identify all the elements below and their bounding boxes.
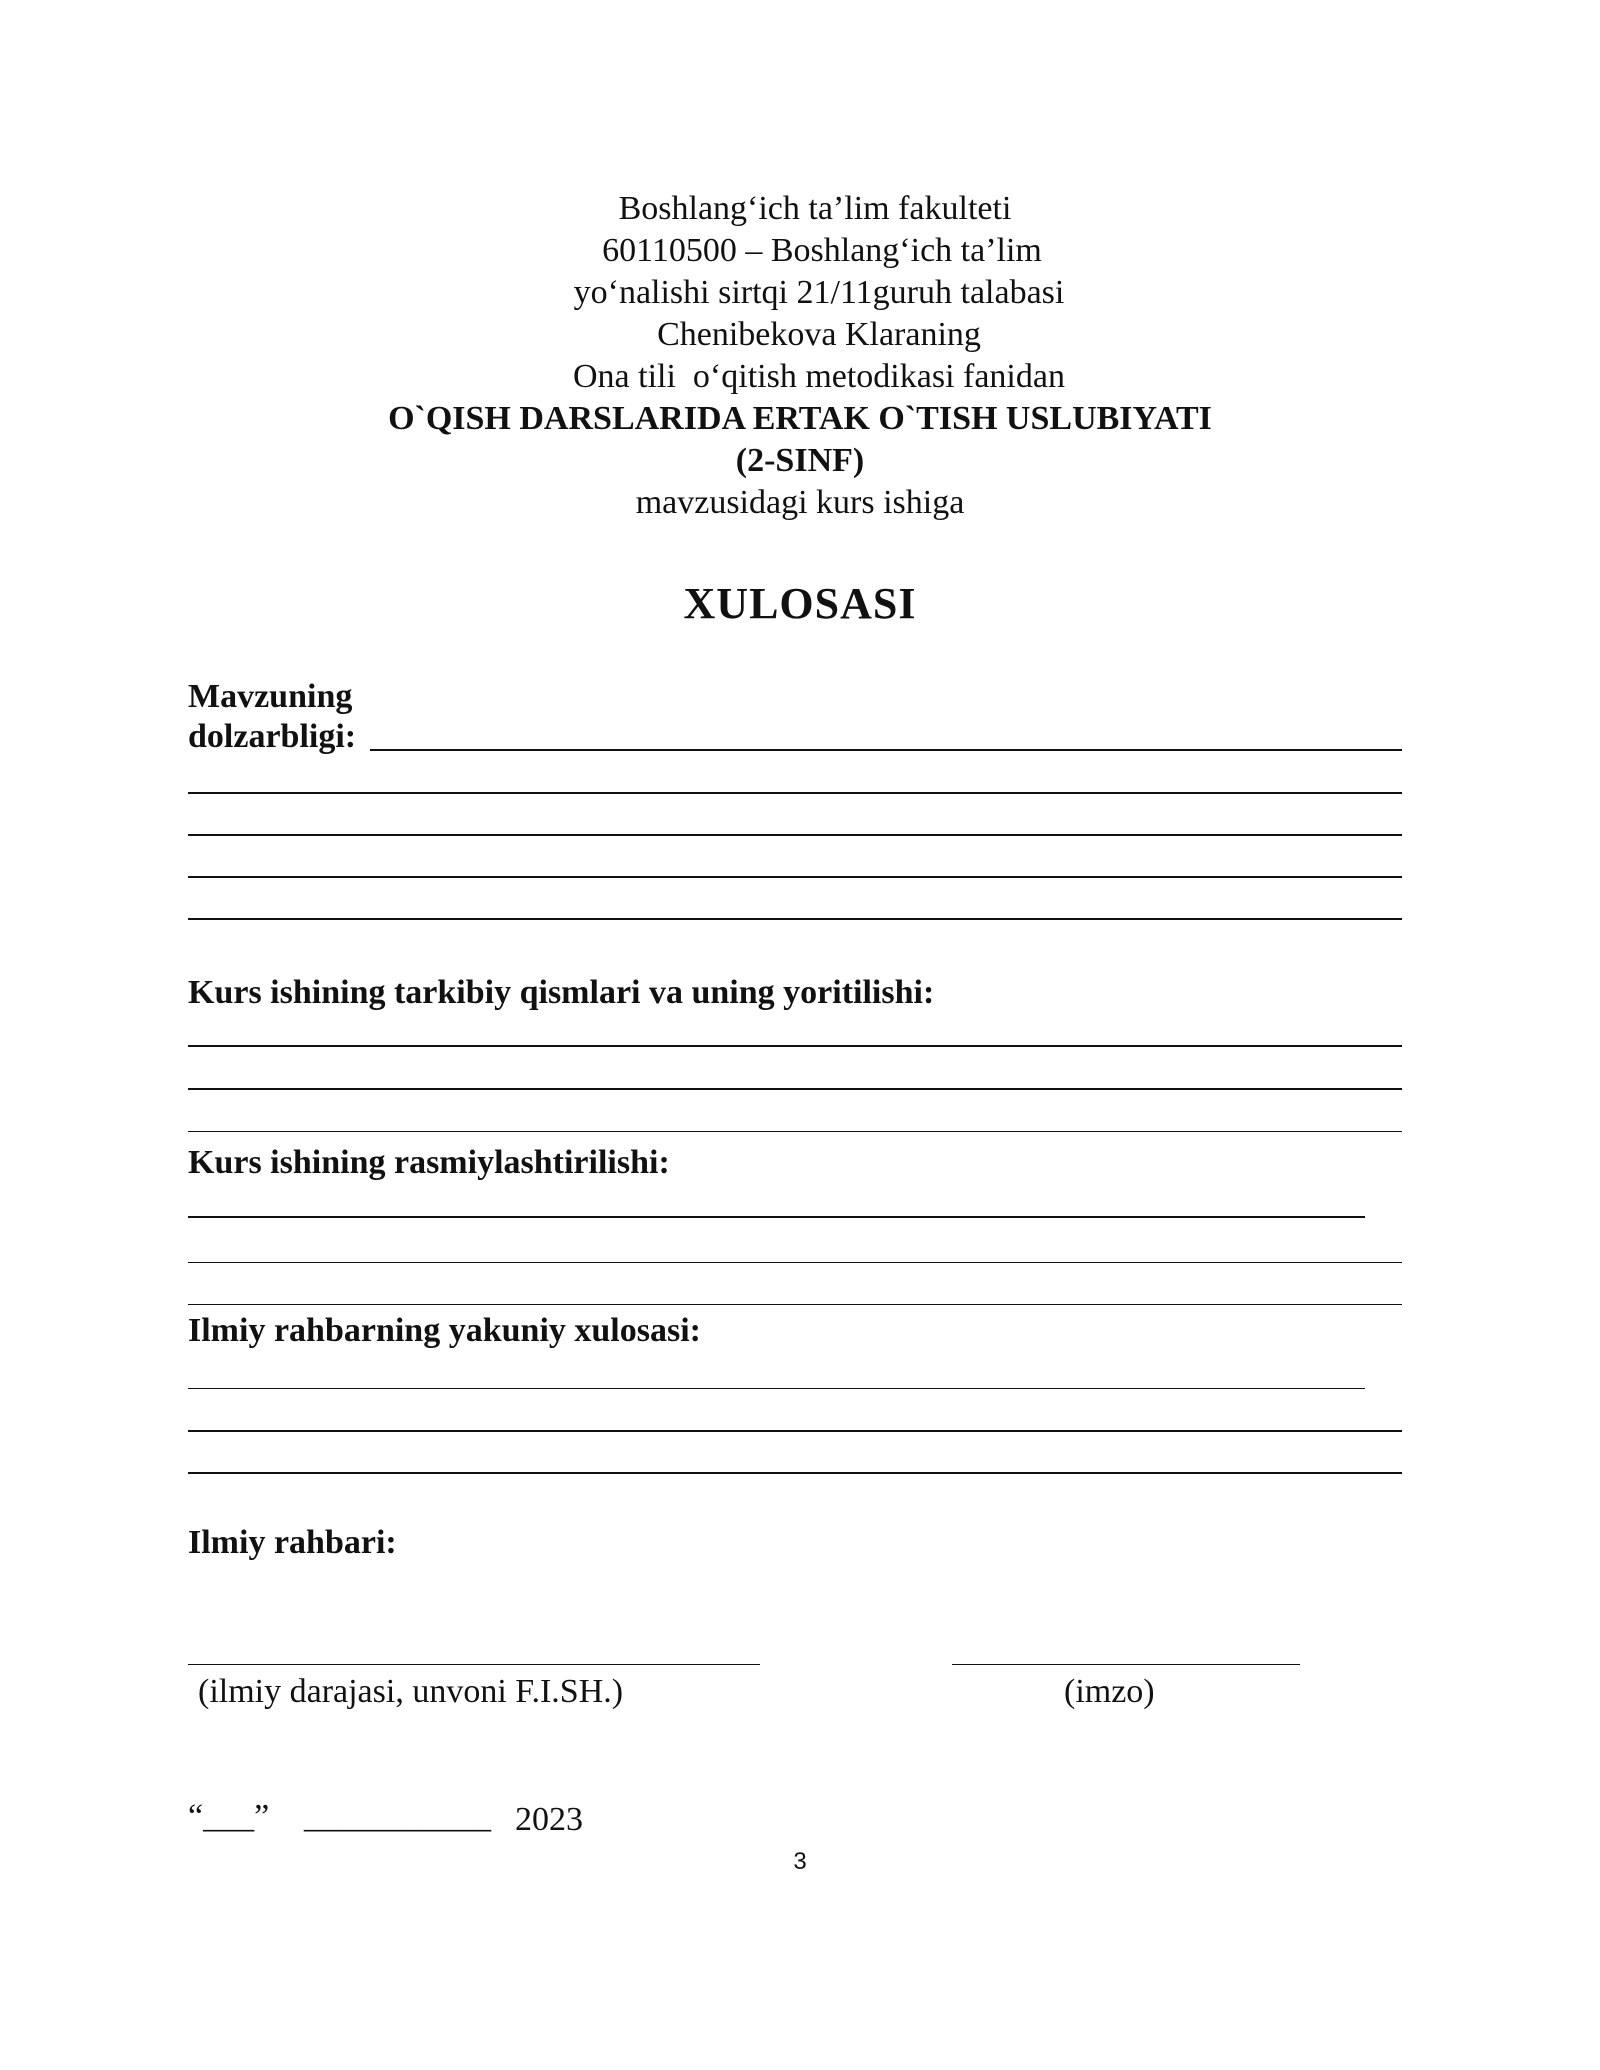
topic-title: O`QISH DARSLARIDA ERTAK O`TISH USLUBIYATI bbox=[388, 400, 1212, 437]
grade-line: (2-SINF) bbox=[735, 442, 865, 479]
faculty-line: Boshlang‘ich ta’lim fakulteti bbox=[618, 190, 1012, 227]
relevance-field-line-4[interactable] bbox=[188, 876, 1402, 878]
relevance-label-line1: Mavzuning bbox=[188, 678, 353, 715]
components-field-line-3[interactable] bbox=[188, 1131, 1402, 1132]
relevance-field-line-1[interactable] bbox=[370, 749, 1402, 751]
supervisor-label: Ilmiy rahbari: bbox=[188, 1524, 397, 1561]
formatting-label: Kurs ishining rasmiylashtirilishi: bbox=[188, 1144, 670, 1181]
final-conclusion-field-line-2[interactable] bbox=[188, 1430, 1402, 1432]
relevance-field-line-5[interactable] bbox=[188, 918, 1402, 920]
components-field-line-1[interactable] bbox=[188, 1045, 1402, 1047]
page-number: 3 bbox=[793, 1848, 807, 1875]
course-work-line: mavzusidagi kurs ishiga bbox=[635, 484, 965, 521]
relevance-field-line-3[interactable] bbox=[188, 834, 1402, 836]
subject-line: Ona tili o‘qitish metodikasi fanidan bbox=[573, 358, 1065, 395]
final-conclusion-field-line-3[interactable] bbox=[188, 1472, 1402, 1474]
final-conclusion-field-line-1[interactable] bbox=[188, 1388, 1365, 1389]
document-title: XULOSASI bbox=[683, 579, 917, 628]
components-label: Kurs ishining tarkibiy qismlari va uning yoritilishi: bbox=[188, 974, 935, 1011]
group-line: yo‘nalishi sirtqi 21/11guruh talabasi bbox=[573, 274, 1065, 311]
final-conclusion-label: Ilmiy rahbarning yakuniy xulosasi: bbox=[188, 1312, 701, 1349]
relevance-label-line2: dolzarbligi: bbox=[188, 718, 357, 755]
document-header bbox=[0, 188, 1600, 524]
date-day-blank[interactable]: “___” bbox=[188, 1798, 270, 1835]
student-line: Chenibekova Klaraning bbox=[657, 316, 981, 353]
specialty-line: 60110500 – Boshlang‘ich ta’lim bbox=[602, 232, 1042, 269]
formatting-field-line-2[interactable] bbox=[188, 1262, 1402, 1263]
signature-caption: (imzo) bbox=[1064, 1673, 1155, 1710]
date-month-blank[interactable]: ___________ bbox=[304, 1798, 491, 1835]
supervisor-signature-field[interactable] bbox=[952, 1664, 1300, 1665]
supervisor-name-field[interactable] bbox=[188, 1664, 760, 1665]
relevance-field-line-2[interactable] bbox=[188, 792, 1402, 794]
formatting-field-line-1[interactable] bbox=[188, 1216, 1365, 1218]
date-year: 2023 bbox=[515, 1801, 583, 1838]
formatting-field-line-3[interactable] bbox=[188, 1304, 1402, 1305]
components-field-line-2[interactable] bbox=[188, 1088, 1402, 1090]
supervisor-name-caption: (ilmiy darajasi, unvoni F.I.SH.) bbox=[198, 1673, 624, 1710]
